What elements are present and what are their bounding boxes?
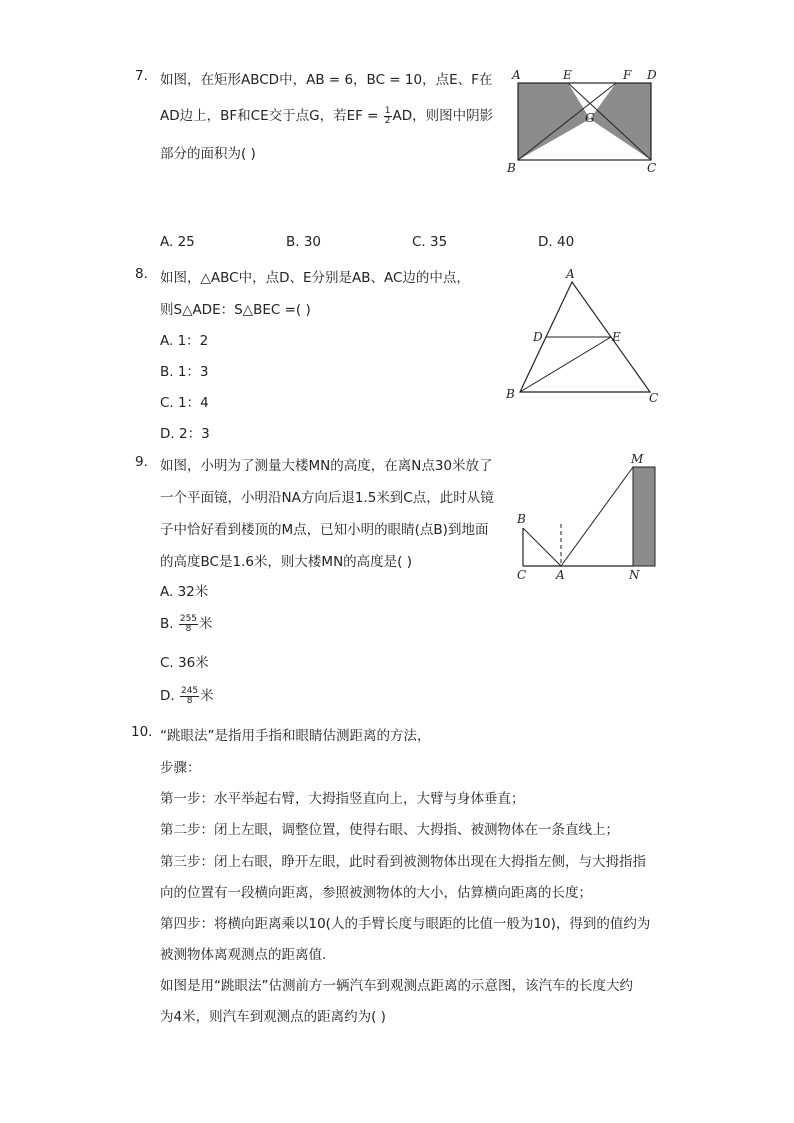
q10-line7: 第四步：将横向距离乘以10(人的手臂长度与眼距的比值一般为10)，得到的值约为 — [160, 916, 651, 932]
q9-stem-line3: 子中恰好看到楼顶的M点，已知小明的眼睛(点B)到地面 — [160, 522, 489, 538]
q9-stem-line2: 一个平面镜，小明沿NA方向后退1.5米到C点，此时从镜 — [160, 490, 494, 506]
q9-option-d-den: 8 — [186, 695, 193, 706]
q7-shade-right — [590, 83, 651, 160]
q10-line4: 第二步：闭上左眼，调整位置，使得右眼、大拇指、被测物体在一条直线上； — [160, 822, 619, 838]
q7-stem-line2-post: AD，则图中阴影 — [392, 108, 494, 124]
q7-frac-den: 2 — [384, 115, 391, 126]
q10-number: 10. — [131, 724, 153, 740]
q9-option-c: C. 36米 — [160, 655, 209, 671]
q9-label-a: A — [556, 568, 565, 582]
q9-option-d — [160, 684, 214, 706]
q9-option-d-fraction — [180, 687, 199, 706]
q8-number: 8. — [135, 266, 148, 282]
q7-figure — [500, 64, 670, 179]
q9-option-b-unit: 米 — [199, 616, 213, 632]
q9-figure — [505, 450, 665, 585]
q7-option-b: B. 30 — [286, 234, 322, 250]
q10-line5: 第三步：闭上右眼，睁开左眼，此时看到被测物体出现在大拇指左侧，与大拇指指 — [160, 854, 646, 870]
q9-option-d-num: 245 — [180, 685, 199, 696]
q7-frac-num: 1 — [384, 105, 391, 116]
q8-label-c: C — [649, 391, 659, 405]
q9-option-b-fraction — [179, 615, 198, 634]
q9-option-b — [160, 612, 213, 634]
q9-option-d-label: D. — [160, 688, 179, 704]
q10-line6: 向的位置有一段横向距离，参照被测物体的大小，估算横向距离的长度； — [160, 885, 592, 901]
q10-line9: 如图是用“跳眼法”估测前方一辆汽车到观测点距离的示意图，该汽车的长度大约 — [160, 978, 633, 994]
q8-label-b: B — [506, 387, 515, 401]
q7-label-e: E — [563, 68, 572, 82]
q9-label-m: M — [631, 452, 644, 466]
q7-stem-line2-pre: AD边上，BF和CE交于点G，若EF = — [160, 108, 383, 124]
q7-label-b: B — [507, 161, 516, 175]
q10-line8: 被测物体离观测点的距离值. — [160, 947, 327, 963]
q10-line10: 为4米，则汽车到观测点的距离约为( ) — [160, 1009, 386, 1025]
q8-option-c: C. 1：4 — [160, 395, 209, 411]
q7-stem-line2 — [160, 104, 493, 126]
q9-option-b-num: 255 — [179, 613, 198, 624]
q7-label-d: D — [647, 68, 657, 82]
q7-stem-line3: 部分的面积为( ) — [160, 146, 256, 162]
q9-option-b-label: B. — [160, 616, 178, 632]
q10-line2: 步骤： — [160, 760, 201, 776]
q9-building-mn — [633, 467, 655, 566]
q7-label-c: C — [647, 161, 657, 175]
q7-label-g: G — [585, 111, 595, 125]
q10-line3: 第一步：水平举起右臂，大拇指竖直向上，大臂与身体垂直； — [160, 791, 525, 807]
q9-option-b-den: 8 — [185, 623, 192, 634]
q8-label-e: E — [612, 330, 621, 344]
q9-label-c: C — [517, 568, 527, 582]
q7-option-a: A. 25 — [160, 234, 195, 250]
q7-number: 7. — [135, 68, 148, 84]
q8-option-d: D. 2：3 — [160, 426, 210, 442]
q9-ray-ba — [523, 528, 561, 566]
q9-option-a: A. 32米 — [160, 584, 209, 600]
q9-label-n: N — [629, 568, 640, 582]
q7-stem-line1: 如图，在矩形ABCD中，AB = 6，BC = 10，点E、F在 — [160, 72, 493, 88]
q8-option-a: A. 1：2 — [160, 333, 209, 349]
q9-stem-line1: 如图，小明为了测量大楼MN的高度，在离N点30米放了 — [160, 458, 493, 474]
q9-option-d-unit: 米 — [200, 688, 214, 704]
q8-option-b: B. 1：3 — [160, 364, 209, 380]
q7-label-f: F — [623, 68, 632, 82]
q7-option-c: C. 35 — [412, 234, 448, 250]
q8-label-d: D — [533, 330, 543, 344]
q9-ray-am — [561, 467, 633, 566]
q9-number: 9. — [135, 454, 148, 470]
q9-label-b: B — [517, 512, 526, 526]
q7-option-d: D. 40 — [538, 234, 575, 250]
q8-label-a: A — [566, 267, 575, 281]
q8-stem-line2: 则S△ADE：S△BEC =( ) — [160, 302, 311, 318]
q7-fraction — [384, 107, 392, 126]
q8-stem-line1: 如图，△ABC中，点D、E分别是AB、AC边的中点， — [160, 270, 470, 286]
q7-shade-left — [518, 83, 590, 160]
q8-figure — [500, 262, 670, 407]
q10-line1: “跳眼法”是指用手指和眼睛估测距离的方法， — [160, 728, 431, 744]
q7-label-a: A — [512, 68, 521, 82]
q9-stem-line4: 的高度BC是1.6米，则大楼MN的高度是( ) — [160, 554, 412, 570]
